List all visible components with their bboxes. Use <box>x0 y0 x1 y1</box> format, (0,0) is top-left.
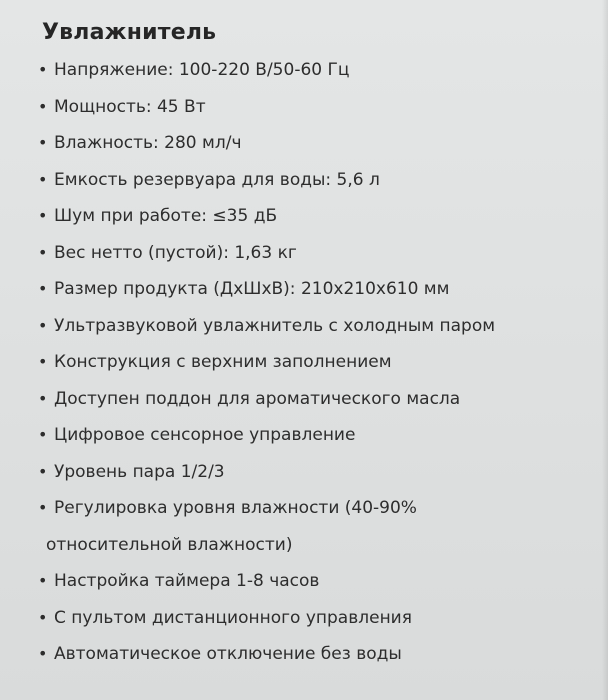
list-item <box>34 417 588 454</box>
spec-text: Уровень пара 1/2/3 <box>54 461 225 482</box>
list-item <box>34 162 588 199</box>
bullet-icon: • <box>38 206 48 225</box>
spec-list <box>34 52 588 673</box>
list-item <box>34 563 588 600</box>
bullet-icon: • <box>38 352 48 371</box>
list-item <box>34 636 588 673</box>
spec-text: Напряжение: 100-220 В/50-60 Гц <box>54 60 350 80</box>
list-item <box>34 454 588 491</box>
spec-text: С пультом дистанционного управления <box>54 607 412 628</box>
spec-text: Вес нетто (пустой): 1,63 кг <box>54 242 297 263</box>
bullet-icon: • <box>38 242 48 262</box>
spec-text-continuation: относительной влажности) <box>46 534 293 555</box>
list-item <box>34 52 588 89</box>
spec-text: Емкость резервуара для воды: 5,6 л <box>54 169 380 190</box>
spec-text: Цифровое сенсорное управление <box>54 425 356 445</box>
list-item <box>34 89 588 126</box>
bullet-icon: • <box>38 461 48 481</box>
spec-text: Настройка таймера 1-8 часов <box>54 571 320 591</box>
spec-text: Доступен поддон для ароматического масла <box>54 388 461 409</box>
spec-text: Мощность: 45 Вт <box>54 96 206 117</box>
list-item <box>34 235 588 272</box>
bullet-icon: • <box>38 388 48 408</box>
bullet-icon: • <box>38 96 48 116</box>
list-item <box>34 198 588 235</box>
list-item <box>34 344 588 381</box>
page-edge-shadow <box>602 0 608 700</box>
list-item <box>34 308 588 345</box>
bullet-icon: • <box>38 133 48 152</box>
spec-text: Конструкция с верхним заполнением <box>54 352 392 372</box>
spec-text: Регулировка уровня влажности (40-90% <box>54 498 417 518</box>
spec-text: Шум при работе: ≤35 дБ <box>54 206 278 226</box>
bullet-icon: • <box>38 279 48 298</box>
bullet-icon: • <box>38 169 48 189</box>
bullet-icon: • <box>38 60 48 79</box>
page-title: Увлажнитель <box>42 20 217 45</box>
bullet-icon: • <box>38 571 48 590</box>
bullet-icon: • <box>38 607 48 627</box>
bullet-icon: • <box>38 498 48 517</box>
bullet-icon: • <box>38 425 48 444</box>
spec-text: Размер продукта (ДхШхВ): 210х210х610 мм <box>54 279 450 299</box>
list-item <box>34 381 588 418</box>
bullet-icon: • <box>38 644 48 663</box>
spec-text: Влажность: 280 мл/ч <box>54 133 242 153</box>
list-item <box>34 600 588 637</box>
spec-text: Ультразвуковой увлажнитель с холодным паром <box>54 315 496 336</box>
spec-text: Автоматическое отключение без воды <box>54 644 402 664</box>
list-item <box>34 271 588 308</box>
list-item <box>34 125 588 162</box>
list-item <box>34 490 588 563</box>
bullet-icon: • <box>38 315 48 335</box>
